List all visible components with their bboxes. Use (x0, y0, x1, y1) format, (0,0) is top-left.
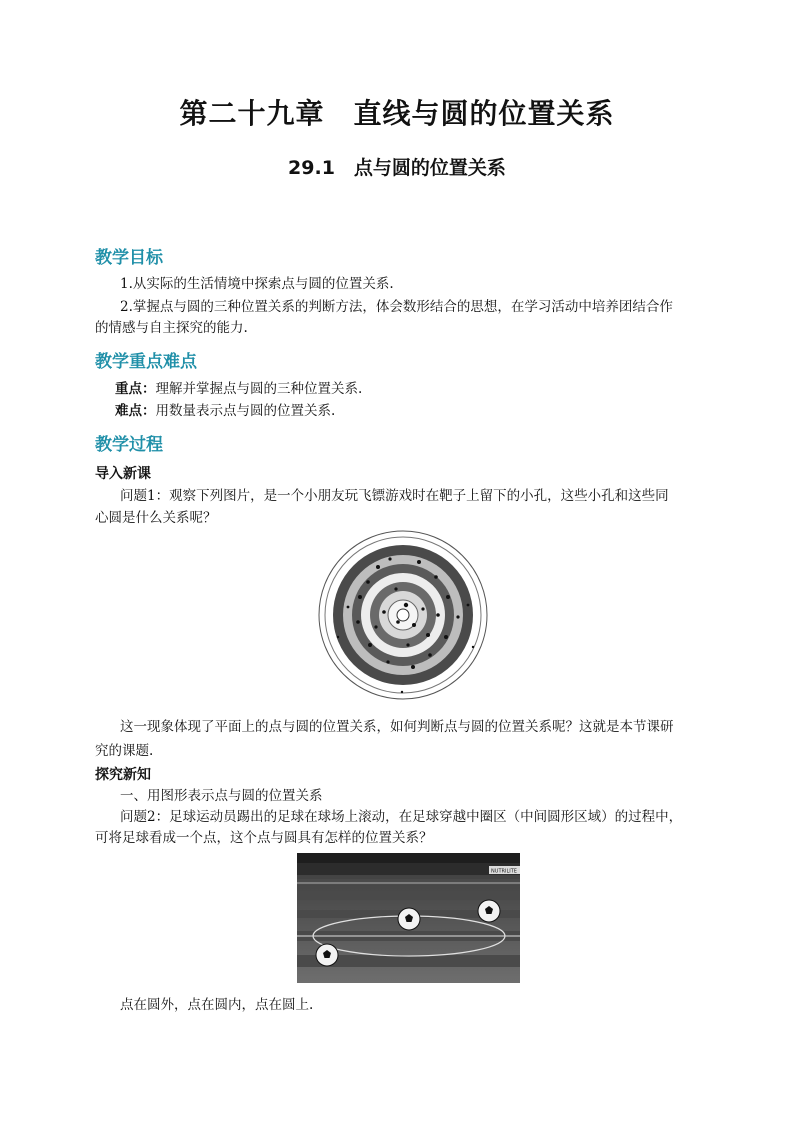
section-title: 29.1 点与圆的位置关系 (288, 157, 506, 179)
goals-heading: 教学目标 (95, 248, 163, 268)
explore-heading: 探究新知 (95, 767, 151, 783)
stadium-ad-text: NUTRILITE (491, 868, 517, 875)
after-figure-line-1: 这一现象体现了平面上的点与圆的位置关系，如何判断点与圆的位置关系呢？这就是本节课研 (120, 719, 674, 735)
focus-line (115, 380, 362, 398)
goal-item-2-line-1: 2.掌握点与圆的三种位置关系的判断方法，体会数形结合的思想，在学习活动中培养团结合作 (120, 299, 673, 315)
question-2-line-2: 可将足球看成一个点，这个点与圆具有怎样的位置关系？ (95, 830, 433, 846)
intro-heading: 导入新课 (95, 466, 151, 482)
question-2-line-1: 问题2：足球运动员踢出的足球在球场上滚动，在足球穿越中圈区（中间圆形区域）的过程中， (120, 809, 683, 825)
goal-item-2-line-2: 的情感与自主探究的能力. (95, 320, 248, 336)
key-points-heading: 教学重点难点 (95, 352, 197, 372)
chapter-title: 第二十九章 直线与圆的位置关系 (179, 97, 615, 130)
soccer-ball-inside (398, 908, 420, 930)
after-figure-line-2: 究的课题. (95, 743, 154, 759)
soccer-ball-on-line (478, 900, 500, 922)
answer-line: 点在圆外，点在圆内，点在圆上. (120, 997, 314, 1013)
difficulty-text: 用数量表示点与圆的位置关系. (155, 403, 336, 419)
difficulty-label: 难点： (115, 403, 156, 419)
question-1-line-1: 问题1：观察下列图片，是一个小朋友玩飞镖游戏时在靶子上留下的小孔，这些小孔和这些同 (120, 488, 669, 504)
difficulty-line (115, 402, 335, 420)
focus-text: 理解并掌握点与圆的三种位置关系. (155, 381, 363, 397)
question-1-line-2: 心圆是什么关系呢？ (95, 510, 217, 526)
soccer-ball-outside (316, 944, 338, 966)
process-heading: 教学过程 (95, 435, 163, 455)
dartboard-image (318, 527, 488, 705)
focus-label: 重点： (115, 381, 156, 397)
explore-part-1: 一、用图形表示点与圆的位置关系 (120, 788, 323, 804)
goal-item-1: 1.从实际的生活情境中探索点与圆的位置关系. (120, 276, 394, 292)
soccer-field-image (297, 853, 520, 983)
